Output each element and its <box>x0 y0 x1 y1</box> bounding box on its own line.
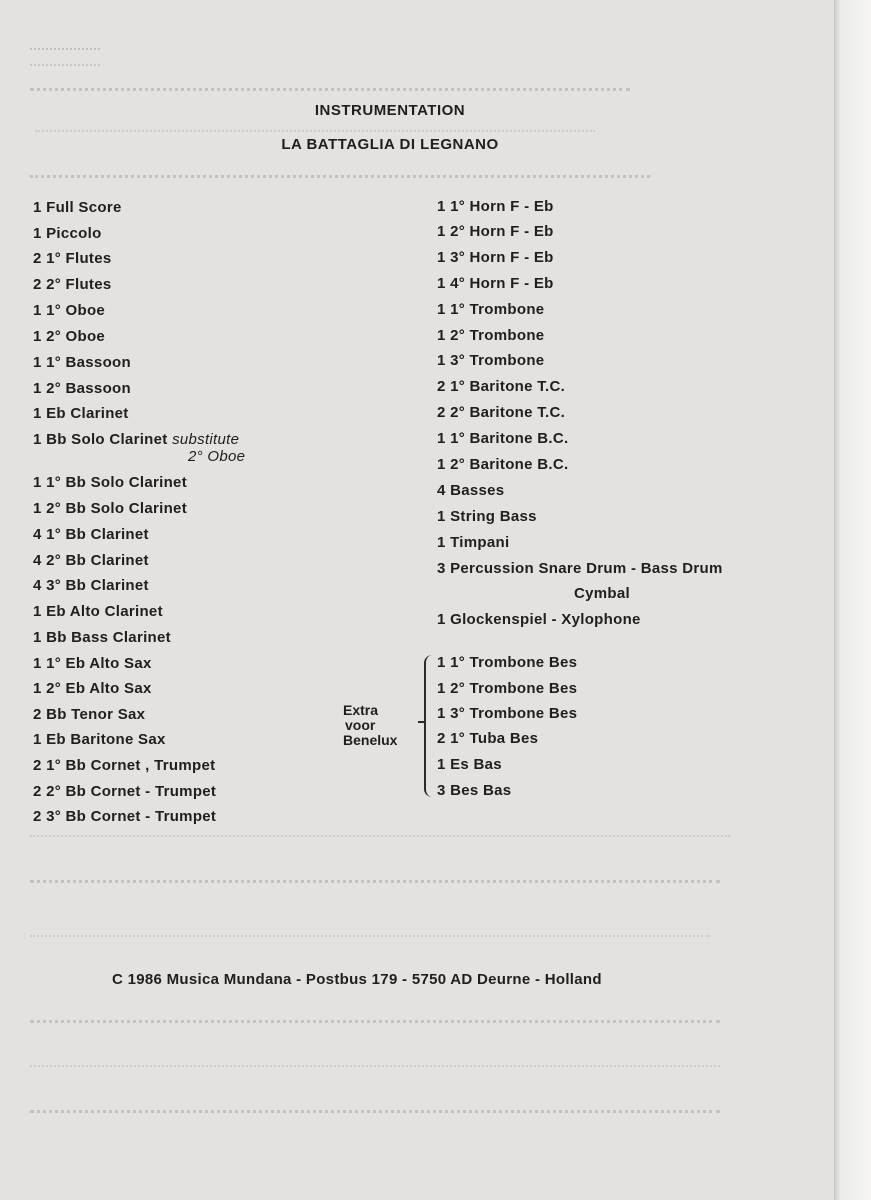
right-item-1st-baritone-bc: 1 1° Baritone B.C. <box>437 430 569 447</box>
noise-line <box>30 1110 720 1113</box>
left-item-1st-solo-clarinet: 1 1° Bb Solo Clarinet <box>33 474 187 491</box>
left-item-2nd-oboe: 1 2° Oboe <box>33 328 106 345</box>
ghost-mark <box>30 48 100 66</box>
right-item-glockenspiel: 1 Glockenspiel - Xylophone <box>437 611 641 628</box>
right-item-4th-horn: 1 4° Horn F - Eb <box>437 275 554 292</box>
noise-line <box>30 1020 720 1023</box>
noise-line <box>35 130 595 132</box>
right-item-2nd-horn: 1 2° Horn F - Eb <box>437 223 554 240</box>
right-item-1st-horn: 1 1° Horn F - Eb <box>437 198 554 215</box>
left-item-1st-cornet: 2 1° Bb Cornet , Trumpet <box>33 757 216 774</box>
left-item-bass-clarinet: 1 Bb Bass Clarinet <box>33 629 171 646</box>
right-item-percussion: 3 Percussion Snare Drum - Bass Drum <box>437 560 723 577</box>
right-item-2nd-baritone-bc: 1 2° Baritone B.C. <box>437 456 569 473</box>
copyright-footer: C 1986 Musica Mundana - Postbus 179 - 5750 AD Deurne - Holland <box>112 971 602 988</box>
left-item-2nd-clarinet: 4 2° Bb Clarinet <box>33 552 149 569</box>
extra-item-bes-bas: 3 Bes Bas <box>437 782 512 799</box>
right-item-basses: 4 Basses <box>437 482 505 499</box>
left-item-piccolo: 1 Piccolo <box>33 225 102 242</box>
right-item-timpani: 1 Timpani <box>437 534 510 551</box>
right-item-2nd-baritone-tc: 2 2° Baritone T.C. <box>437 404 566 421</box>
left-item-1st-flutes: 2 1° Flutes <box>33 250 112 267</box>
noise-line <box>30 880 720 883</box>
solo-clarinet-label: 1 Bb Solo Clarinet <box>33 431 168 448</box>
extra-benelux-label <box>343 703 397 748</box>
left-item-2nd-cornet: 2 2° Bb Cornet - Trumpet <box>33 783 217 800</box>
left-item-tenor-sax: 2 Bb Tenor Sax <box>33 706 146 723</box>
noise-line <box>30 1065 720 1067</box>
left-item-2nd-solo-clarinet: 1 2° Bb Solo Clarinet <box>33 500 187 517</box>
noise-line <box>30 835 730 837</box>
left-item-2nd-alto-sax: 1 2° Eb Alto Sax <box>33 680 152 697</box>
bracket <box>424 655 434 797</box>
right-item-2nd-trombone: 1 2° Trombone <box>437 327 545 344</box>
left-item-1st-alto-sax: 1 1° Eb Alto Sax <box>33 655 152 672</box>
extra-label-line-2: voor <box>345 717 376 733</box>
extra-item-3rd-trombone-bes: 1 3° Trombone Bes <box>437 705 578 722</box>
extra-label-line-1: Extra <box>343 702 379 718</box>
right-item-cymbal: Cymbal <box>574 585 630 602</box>
substitute-word: substitute <box>172 431 240 448</box>
page-title: INSTRUMENTATION <box>314 102 466 119</box>
extra-item-1st-trombone-bes: 1 1° Trombone Bes <box>437 654 578 671</box>
extra-item-es-bas: 1 Es Bas <box>437 756 502 773</box>
right-item-1st-trombone: 1 1° Trombone <box>437 301 545 318</box>
left-item-solo-clarinet <box>33 431 239 448</box>
substitute-for-oboe: 2° Oboe <box>188 448 246 465</box>
extra-label-line-3: Benelux <box>343 732 398 748</box>
left-item-2nd-flutes: 2 2° Flutes <box>33 276 112 293</box>
extra-item-1st-tuba-bes: 2 1° Tuba Bes <box>437 730 539 747</box>
left-item-1st-bassoon: 1 1° Bassoon <box>33 354 131 371</box>
extra-item-2nd-trombone-bes: 1 2° Trombone Bes <box>437 680 578 697</box>
right-item-string-bass: 1 String Bass <box>437 508 537 525</box>
left-item-2nd-bassoon: 1 2° Bassoon <box>33 380 131 397</box>
page-subtitle: LA BATTAGLIA DI LEGNANO <box>281 136 499 153</box>
left-item-1st-oboe: 1 1° Oboe <box>33 302 106 319</box>
left-item-alto-clarinet: 1 Eb Alto Clarinet <box>33 603 163 620</box>
noise-line <box>30 88 630 91</box>
left-item-3rd-cornet: 2 3° Bb Cornet - Trumpet <box>33 808 217 825</box>
noise-line <box>30 175 650 178</box>
left-item-eb-clarinet: 1 Eb Clarinet <box>33 405 129 422</box>
left-item-full-score: 1 Full Score <box>33 199 122 216</box>
right-item-1st-baritone-tc: 2 1° Baritone T.C. <box>437 378 566 395</box>
right-item-3rd-horn: 1 3° Horn F - Eb <box>437 249 554 266</box>
right-item-3rd-trombone: 1 3° Trombone <box>437 352 545 369</box>
noise-line <box>30 935 710 937</box>
left-item-baritone-sax: 1 Eb Baritone Sax <box>33 731 166 748</box>
left-item-3rd-clarinet: 4 3° Bb Clarinet <box>33 577 149 594</box>
left-item-1st-clarinet: 4 1° Bb Clarinet <box>33 526 149 543</box>
